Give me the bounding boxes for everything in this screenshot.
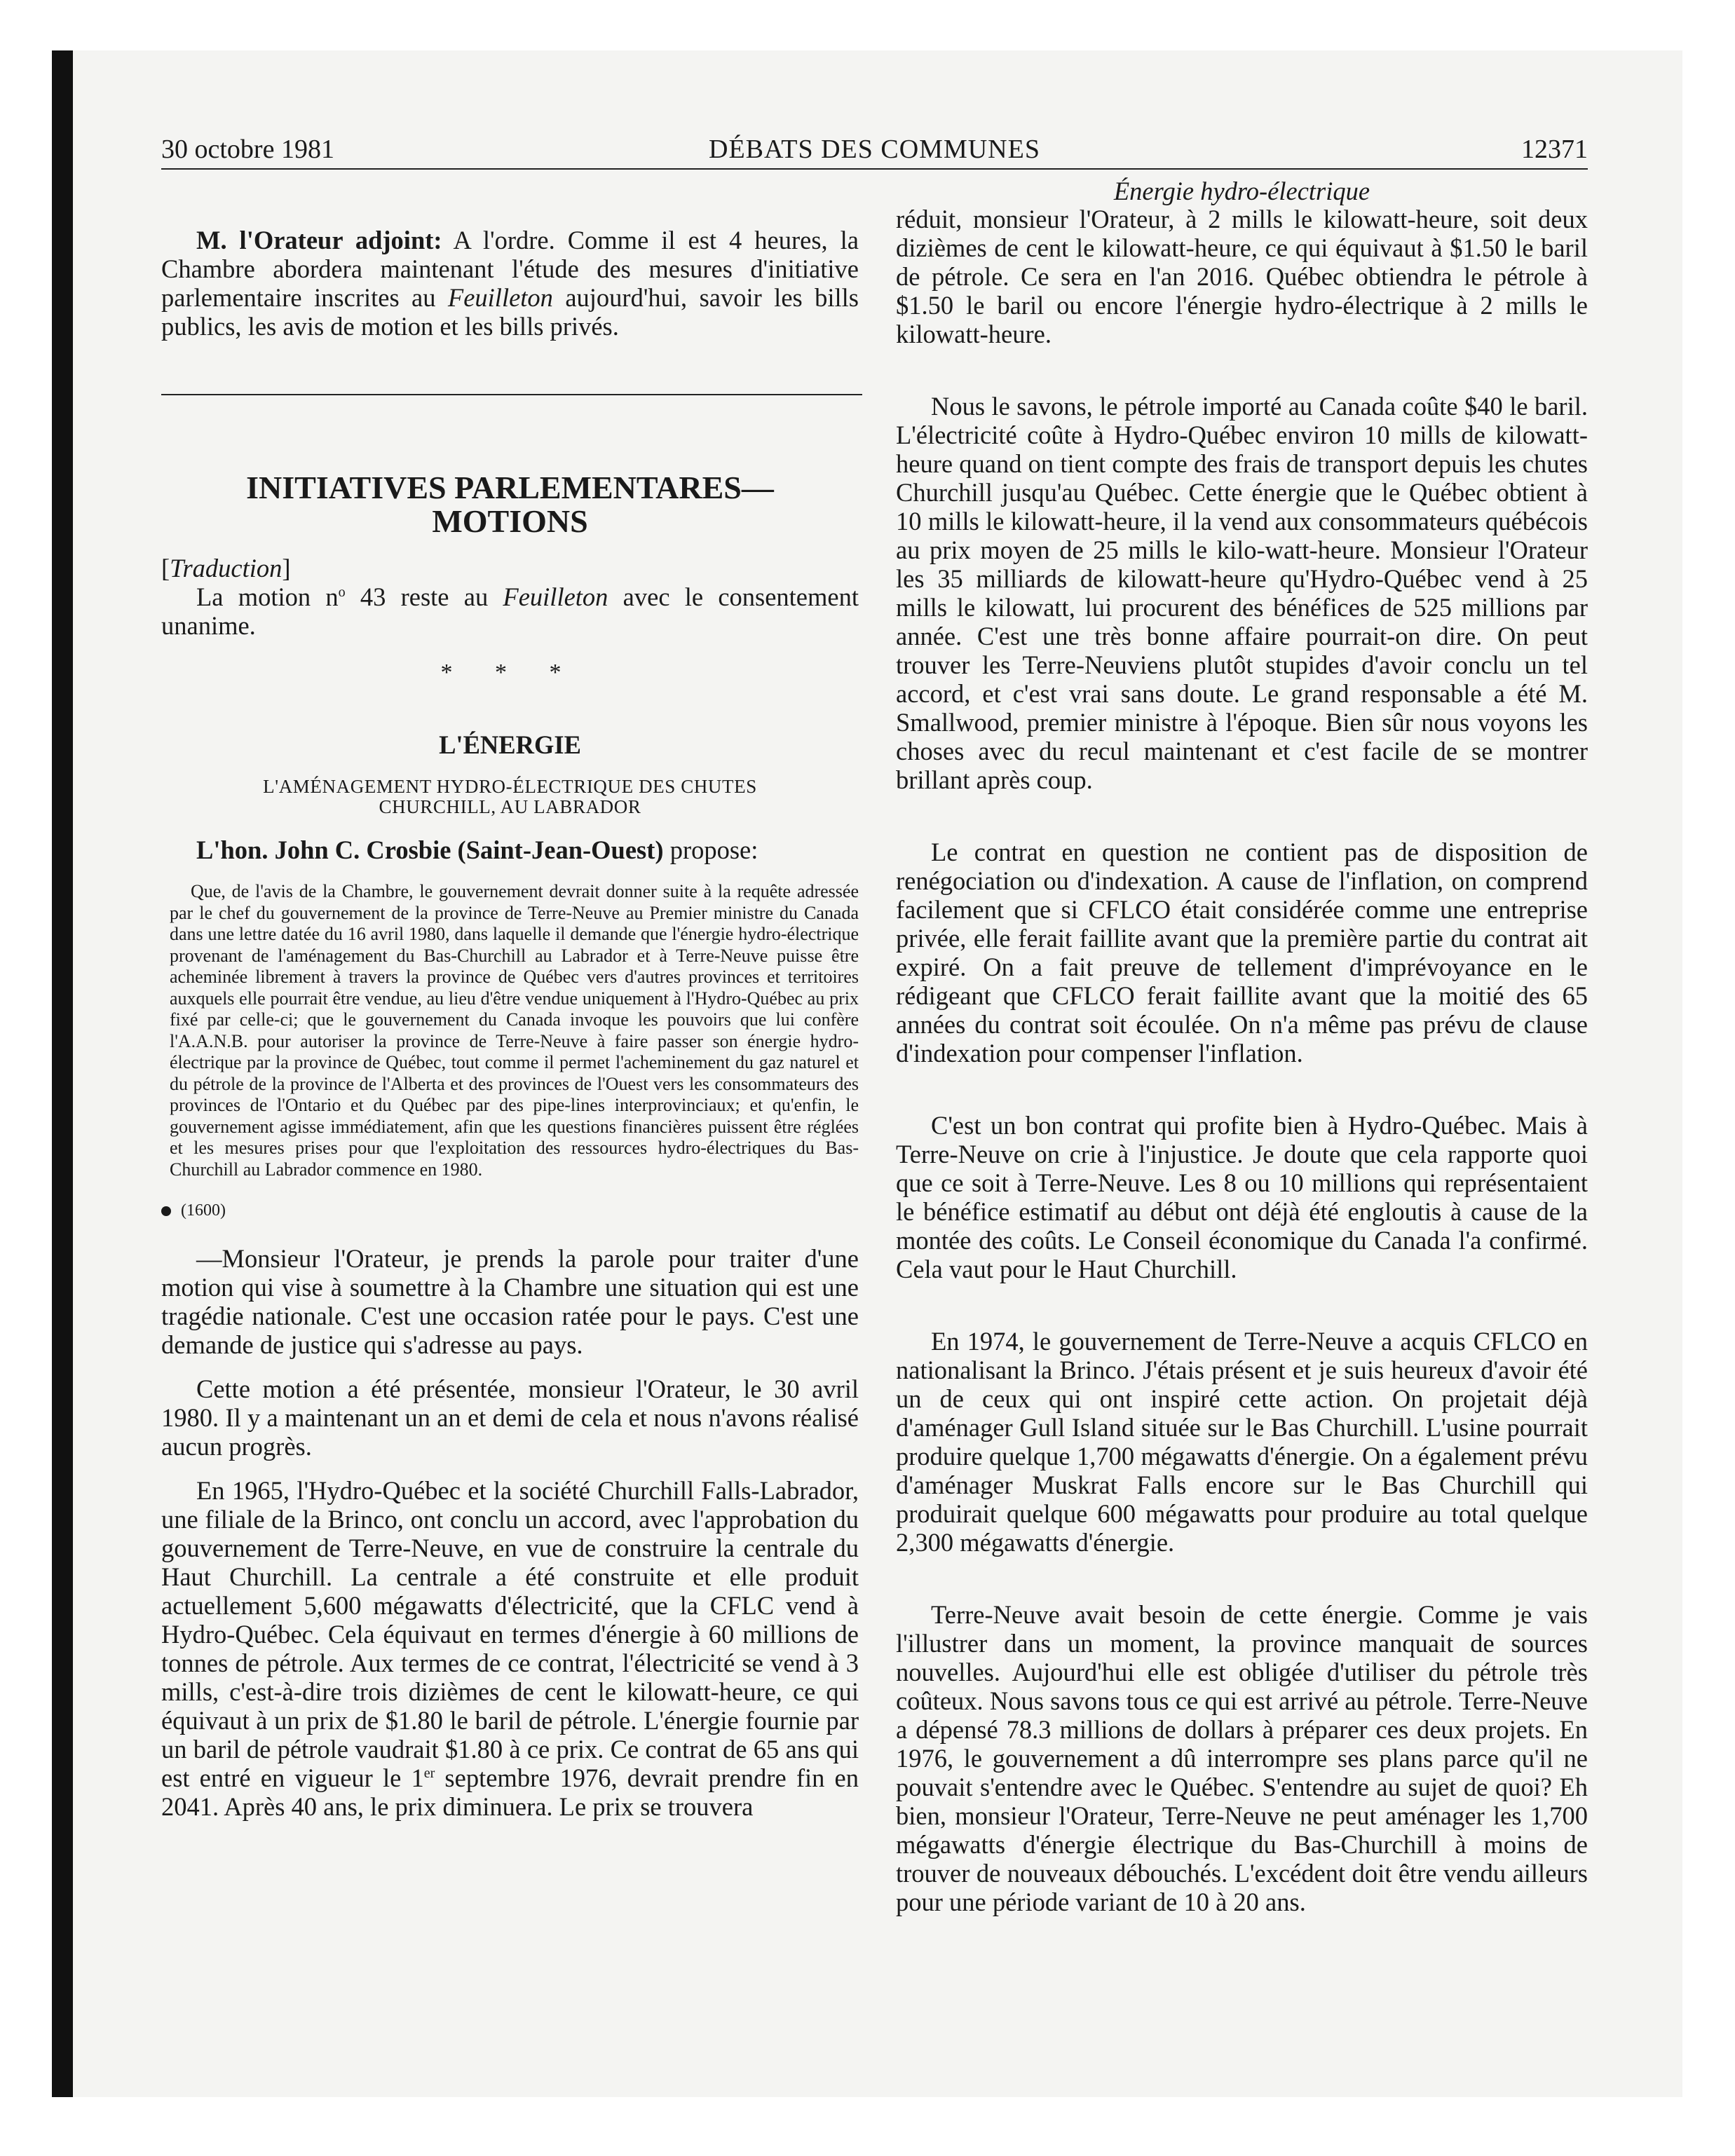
motion43-text-b: 43 reste au (345, 582, 503, 611)
speech-paragraph-3 (161, 1476, 859, 1821)
speech-paragraph-1974: En 1974, le gouvernement de Terre-Neuve a acquis CFLCO en nationalisant la Brinco. J'étais présent et je suis heureux d'avoir été un de ceux qui ont inspiré cette action. On projetait déjà d'aménager Gull Island située sur le Bas Churchill. L'usine pourrait produire quelque 1,700 mégawatts d'énergie. On a également prévu d'aménager Muskrat Falls encore sur le Bas Churchill qui produirait quelque 600 mégawatts pour produire au total quelque 2,300 mégawatts d'énergie. (896, 1327, 1588, 1557)
motion43-feuilleton: Feuilleton (503, 582, 608, 611)
speech-paragraph-need: Terre-Neuve avait besoin de cette énergie. Comme je vais l'illustrer dans un moment, la province manquait de sources nouvelles. Aujourd'hui elle est obligée d'utiliser du pétrole très coûteux. Nous savons tous ce qui est arrivé au pétrole. Terre-Neuve a dépensé 78.3 millions de dollars à préparer ces deux projets. En 1976, le gouvernement a dû interrompre ses plans parce qu'il ne pouvait s'entendre avec le Québec. S'entendre au sujet de quoi? Eh bien, monsieur l'Orateur, Terre-Neuve ne peut aménager les 1,700 mégawatts d'énergie électrique du Bas-Churchill à moins de trouver de nouveaux débouchés. L'excédent doit être vendu ailleurs pour une période variant de 10 à 20 ans. (896, 1600, 1588, 1916)
speaker-intro-text-end: aujourd'hui, savoir les bills publics, les avis de motion et les bills privés. (161, 283, 859, 341)
speech-paragraph-3-text-b: septembre 1976, devrait prendre fin en 2041. Après 40 ans, le prix diminuera. Le prix se trouvera (161, 1763, 859, 1821)
motion43-text: La motion n (196, 582, 339, 611)
left-column (161, 175, 859, 1821)
speech-paragraph-2: Cette motion a été présentée, monsieur l'Orateur, le 30 avril 1980. Il y a maintenant un an et demi de cela et nous n'avons réalisé aucun progrès. (161, 1374, 859, 1461)
speech-paragraph-3-superscript: er (423, 1765, 435, 1781)
motion43-paragraph (161, 582, 859, 640)
speaker-name: M. l'Orateur adjoint: (196, 226, 442, 254)
mover-name: L'hon. John C. Crosbie (Saint-Jean-Ouest) (196, 835, 664, 864)
section-divider (161, 394, 862, 395)
subject-subtitle-line1: L'AMÉNAGEMENT HYDRO-ÉLECTRIQUE DES CHUTES (263, 776, 757, 797)
header-date: 30 octobre 1981 (161, 135, 334, 164)
section-title-line1: INITIATIVES PARLEMENTARES— (246, 470, 774, 505)
translation-label: [Traduction] (161, 554, 291, 582)
scan-edge (52, 50, 73, 2097)
motion43-superscript: o (338, 584, 346, 600)
speaker-intro-paragraph (161, 226, 859, 341)
motion-text: Que, de l'avis de la Chambre, le gouvernement devrait donner suite à la requête adressée par le chef du gouvernement de la province de Terre-Neuve au Premier ministre du Canada dans une lettre datée du 16 avril 1980, dans laquelle il demande que l'énergie hydro-électrique provenant de l'aménagement du Bas-Churchill au Labrador et à Terre-Neuve puisse être acheminée librement à travers la province de Québec vers d'autres provinces et territoires auxquels elle pourrait être vendue, au lieu d'être vendue uniquement à l'Hydro-Québec au prix fixé par celle-ci; que le gouvernement du Canada invoque les pouvoirs que lui confère l'A.A.N.B. pour autoriser la province de Terre-Neuve à faire passer son énergie hydro-électrique par la province de Québec, tout comme il permet l'acheminement du gaz naturel et du pétrole de la province de l'Alberta et des provinces de l'Ouest vers les consommateurs des provinces de l'Ontario et du Québec par des pipe-lines interprovinciaux; et qu'enfin, le gouvernement agisse immédiatement, afin que les questions financières puissent être réglées et les mesures prises pour que l'exploitation des ressources hydro-électriques du Bas-Churchill au Labrador commence en 1980. (170, 881, 859, 1180)
speech-paragraph-continued: réduit, monsieur l'Orateur, à 2 mills le kilowatt-heure, soit deux dizièmes de cent le kilowatt-heure, ce qui équivaut à $1.50 le baril de pétrole. Ce sera en l'an 2016. Québec obtiendra le pétrole à $1.50 le baril ou encore l'énergie hydro-électrique à 2 mills le kilowatt-heure. (896, 205, 1588, 348)
timestamp (161, 1201, 859, 1220)
speech-paragraph-1: —Monsieur l'Orateur, je prends la parole pour traiter d'une motion qui vise à soumettre à la Chambre une situation qui est une tragédie nationale. C'est une occasion ratée pour le pays. C'est une demande de justice qui s'adresse au pays. (161, 1244, 859, 1359)
speaker-intro-text: A l'ordre. Comme il est 4 heures, la Chambre abordera maintenant l'étude des mesures d'initiative parlementaire inscrites au (161, 226, 859, 312)
right-column (896, 175, 1588, 1916)
timestamp-text: (1600) (181, 1201, 226, 1220)
speech-paragraph-contract: Le contrat en question ne contient pas de disposition de renégociation ou d'indexation. A cause de l'inflation, on comprend facilement que si CFLCO était considérée comme une entreprise privée, elle ferait faillite avant que la première partie du contrat ait expiré. On a fait preuve de tellement d'imprévoyance en le rédigeant que CFLCO ferait faillite avant que la moitié des 65 années du contrat soit écoulée. On n'a même pas prévu de clause d'indexation pour compenser l'inflation. (896, 838, 1588, 1067)
page-header (161, 130, 1588, 170)
translation-label-text: Traduction (170, 554, 283, 582)
feuilleton-ref: Feuilleton (447, 283, 553, 312)
running-head: Énergie hydro-électrique (1113, 177, 1370, 205)
section-title-line2: MOTIONS (432, 503, 588, 539)
subject-title: L'ÉNERGIE (439, 730, 581, 759)
subject-subtitle-line2: CHURCHILL, AU LABRADOR (379, 796, 641, 817)
header-title: DÉBATS DES COMMUNES (709, 135, 1040, 164)
separator-stars: * * * (440, 660, 580, 685)
speech-paragraph-oil: Nous le savons, le pétrole importé au Canada coûte $40 le baril. L'électricité coûte à Hydro-Québec environ 10 mills de kilowatt-heure quand on tient compte des frais de transport depuis les chutes Churchill jusqu'au Québec. Cette énergie que le Québec obtient à 10 mills le kilowatt-heure, il la vend aux consommateurs québécois au prix moyen de 25 mills le kilo-watt-heure. Monsieur l'Orateur les 35 milliards de kilowatt-heure qu'Hydro-Québec vend à 25 mills le kilowatt, lui procurent des bénéfices de 525 millions par année. C'est une très bonne affaire pourrait-on dire. On peut trouver les Terre-Neuviens plutôt stupides d'avoir conclu un tel accord, et c'est vrai sans doute. Le grand responsable a été M. Smallwood, premier ministre à l'époque. Bien sûr nous voyons les choses avec du recul maintenant et c'est facile de se montrer brillant après coup. (896, 392, 1588, 794)
speech-paragraph-3-text: En 1965, l'Hydro-Québec et la société Churchill Falls-Labrador, une filiale de la Brinco, ont conclu un accord, avec l'approbation du gouvernement de Terre-Neuve, en vue de construire la centrale du Haut Churchill. La centrale a été construite et elle produit actuellement 5,600 mégawatts d'électricité, que la CFLC vend à Hydro-Québec. Cela équivaut en termes d'énergie à 60 millions de tonnes de pétrole. Aux termes de ce contrat, l'électricité se vend à 3 mills, c'est-à-dire trois dizièmes de cent le kilowatt-heure, ce qui équivaut à un prix de $1.80 le baril de pétrole. L'énergie fournie par un baril de pétrole vaudrait $1.80 à ce prix. Ce contrat de 65 ans qui est entré en vigueur le 1 (161, 1476, 859, 1792)
speech-paragraph-good-contract: C'est un bon contrat qui profite bien à Hydro-Québec. Mais à Terre-Neuve on crie à l'injustice. Je doute que cela rapporte quoi que ce soit à Terre-Neuve. Les 8 ou 10 millions qui représentaient le bénéfice estimatif au début ont déjà été engloutis à cause de la montée des coûts. Le Conseil économique du Canada l'a confirmé. Cela vaut pour le Haut Churchill. (896, 1111, 1588, 1283)
page-number: 12371 (1521, 135, 1588, 164)
mover-verb: propose: (663, 835, 758, 864)
bullet-icon (161, 1206, 171, 1216)
mover-line (161, 835, 859, 864)
motion43-text-c: avec le consentement unanime. (161, 582, 859, 640)
subject-subtitle (161, 777, 859, 817)
section-title (161, 471, 859, 538)
